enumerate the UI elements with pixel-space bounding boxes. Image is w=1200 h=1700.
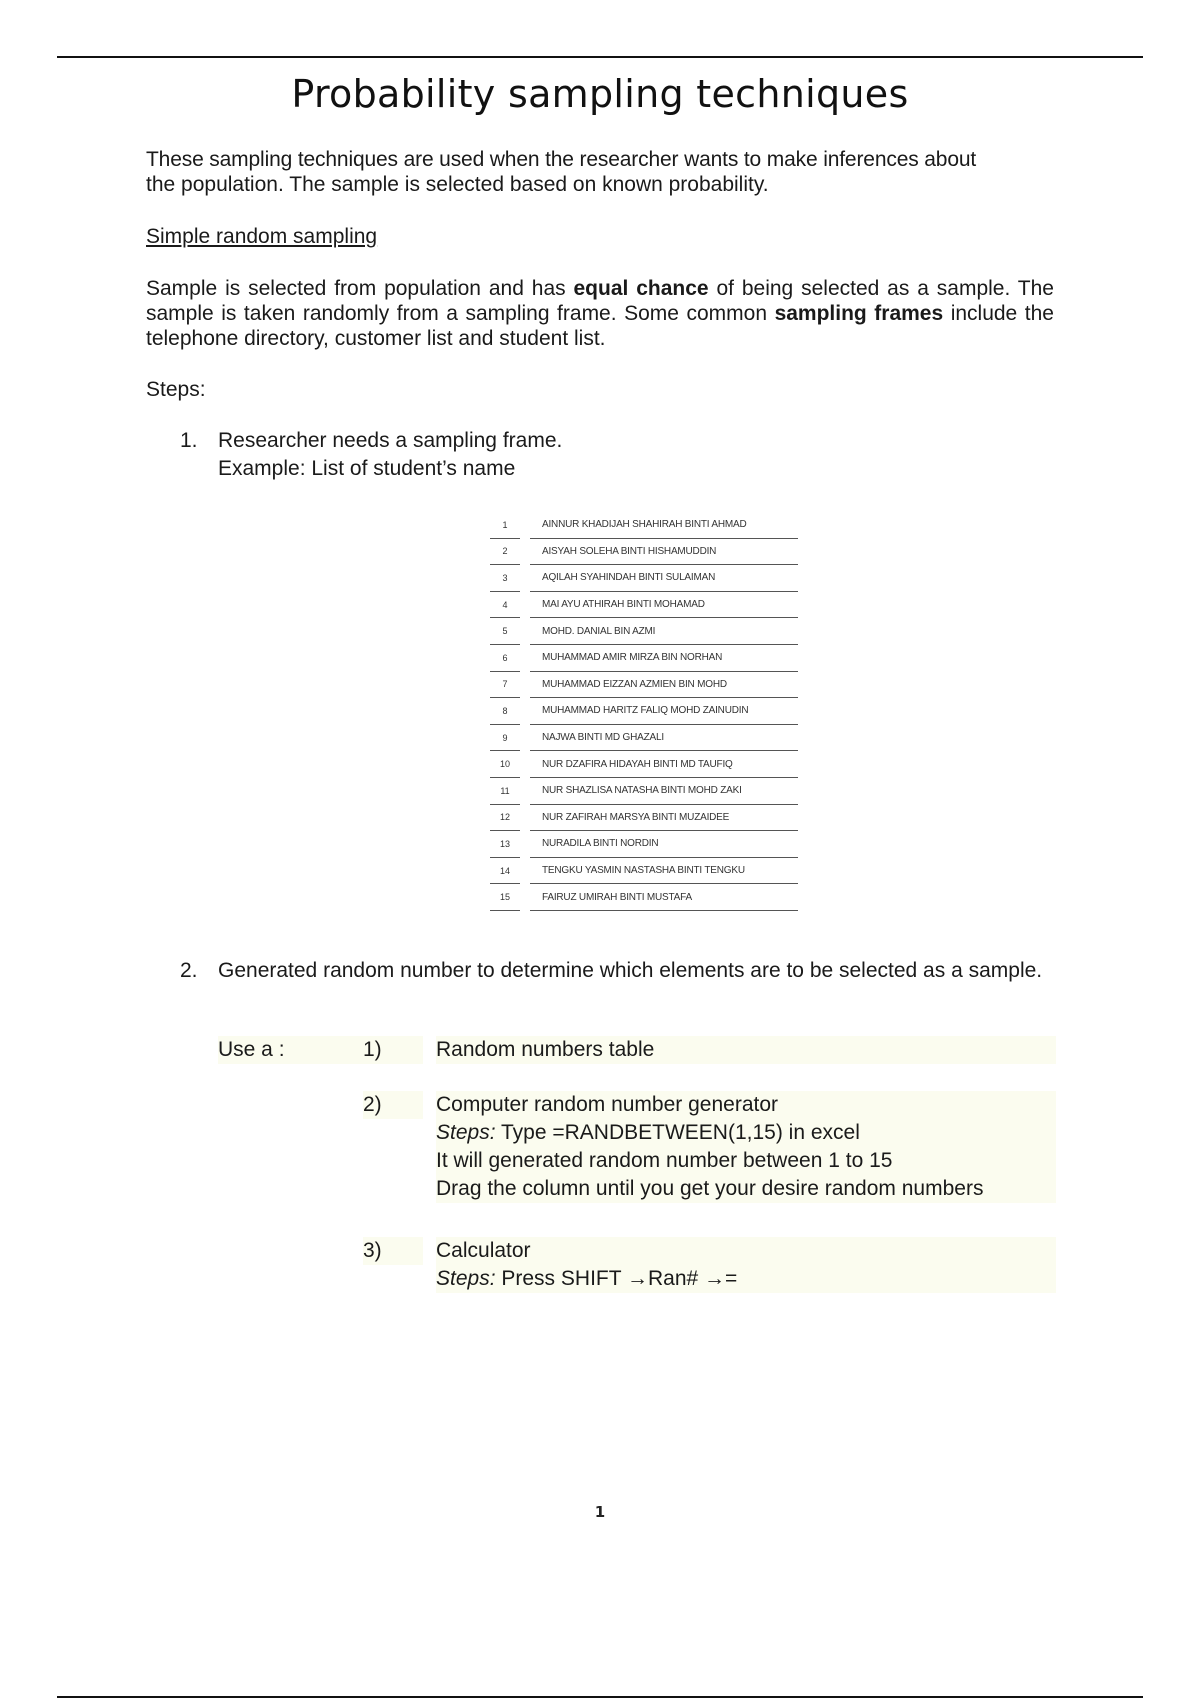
frame-row-gap: [520, 831, 530, 858]
intro-line-2: the population. The sample is selected based on known probability.: [146, 173, 769, 196]
frame-row-gap: [520, 804, 530, 831]
step-1-number: 1.: [180, 429, 198, 452]
frame-row-gap: [520, 698, 530, 725]
frame-row-name: AINNUR KHADIJAH SHAHIRAH BINTI AHMAD: [530, 512, 798, 538]
frame-row: [490, 777, 798, 804]
step-1-line-1: Researcher needs a sampling frame.: [218, 429, 563, 452]
frame-row-gap: [520, 618, 530, 645]
para-text-2: of being selected as a sample. The sample is taken randomly from a sampling frame. Some common: [146, 277, 1054, 325]
para-bold-sampling-frames: sampling frames: [774, 302, 944, 325]
option-2-steps-line: [436, 1119, 1056, 1147]
frame-row-name: NAJWA BINTI MD GHAZALI: [530, 724, 798, 751]
frame-row-name: MOHD. DANIAL BIN AZMI: [530, 618, 798, 645]
top-rule: [57, 56, 1143, 58]
option-2-line-4: Drag the column until you get your desire random numbers: [436, 1175, 1056, 1203]
frame-row-number: 14: [490, 857, 520, 884]
frame-row-gap: [520, 884, 530, 911]
frame-row-number: 6: [490, 644, 520, 671]
frame-row-number: 3: [490, 565, 520, 592]
frame-row-name: NUR ZAFIRAH MARSYA BINTI MUZAIDEE: [530, 804, 798, 831]
option-3-steps-label: Steps:: [436, 1267, 496, 1290]
frame-row-gap: [520, 751, 530, 778]
frame-row-name: NUR SHAZLISA NATASHA BINTI MOHD ZAKI: [530, 777, 798, 804]
frame-row: [490, 565, 798, 592]
frame-row-number: 8: [490, 698, 520, 725]
frame-row-number: 4: [490, 591, 520, 618]
frame-row-number: 9: [490, 724, 520, 751]
frame-row-number: 11: [490, 777, 520, 804]
frame-row-number: 5: [490, 618, 520, 645]
frame-row: [490, 538, 798, 565]
frame-row: [490, 857, 798, 884]
step-2: [180, 957, 1054, 1017]
frame-row-number: 1: [490, 512, 520, 538]
frame-row: [490, 724, 798, 751]
frame-row-gap: [520, 671, 530, 698]
frame-row: [490, 671, 798, 698]
option-3-steps-text: Press SHIFT →Ran# →=: [495, 1267, 738, 1290]
frame-row-name: MUHAMMAD EIZZAN AZMIEN BIN MOHD: [530, 671, 798, 698]
sampling-frame-table: [490, 512, 798, 911]
intro-line-1: These sampling techniques are used when the researcher wants to make inferences about: [146, 148, 977, 171]
frame-row-name: MUHAMMAD AMIR MIRZA BIN NORHAN: [530, 644, 798, 671]
frame-row-name: NUR DZAFIRA HIDAYAH BINTI MD TAUFIQ: [530, 751, 798, 778]
frame-row-gap: [520, 538, 530, 565]
frame-row-gap: [520, 857, 530, 884]
frame-row-number: 2: [490, 538, 520, 565]
frame-row-gap: [520, 644, 530, 671]
use-a-label: Use a :: [218, 1036, 368, 1064]
frame-row: [490, 644, 798, 671]
option-3-steps-line: [436, 1265, 1056, 1293]
frame-row: [490, 884, 798, 911]
frame-row-number: 10: [490, 751, 520, 778]
frame-row-number: 12: [490, 804, 520, 831]
para-text-3: include the telephone directory, customer list and student list.: [146, 302, 1054, 350]
para-bold-equal-chance: equal chance: [573, 277, 709, 300]
simple-random-paragraph: [146, 276, 1054, 351]
step-1: [180, 427, 880, 487]
step-1-line-2: Example: List of student’s name: [218, 457, 516, 480]
page-number: 1: [594, 1503, 606, 1521]
frame-row: [490, 804, 798, 831]
frame-row-name: TENGKU YASMIN NASTASHA BINTI TENGKU: [530, 857, 798, 884]
frame-row-name: FAIRUZ UMIRAH BINTI MUSTAFA: [530, 884, 798, 911]
frame-row: [490, 591, 798, 618]
option-2-steps-label: Steps:: [436, 1121, 496, 1144]
page-title: Probability sampling techniques: [291, 72, 909, 116]
bottom-rule: [57, 1696, 1143, 1698]
frame-row: [490, 512, 798, 538]
option-2-steps-text: Type =RANDBETWEEN(1,15) in excel: [495, 1121, 860, 1144]
option-2-number: 2): [363, 1091, 423, 1119]
option-3-number: 3): [363, 1237, 423, 1265]
option-1-number: 1): [363, 1036, 423, 1064]
para-text-1: Sample is selected from population and has: [146, 277, 574, 300]
frame-row-name: AISYAH SOLEHA BINTI HISHAMUDDIN: [530, 538, 798, 565]
step-2-text: Generated random number to determine which elements are to be selected as a sample.: [218, 959, 1043, 982]
section-heading: Simple random sampling: [146, 225, 378, 248]
frame-row-number: 15: [490, 884, 520, 911]
frame-row-gap: [520, 724, 530, 751]
frame-row-name: MAI AYU ATHIRAH BINTI MOHAMAD: [530, 591, 798, 618]
frame-row-number: 7: [490, 671, 520, 698]
frame-row: [490, 698, 798, 725]
option-2-line-3: It will generated random number between 1 to 15: [436, 1147, 1056, 1175]
frame-row: [490, 618, 798, 645]
frame-row-gap: [520, 591, 530, 618]
intro-paragraph: [146, 147, 1054, 197]
option-1-title: Random numbers table: [436, 1036, 1056, 1064]
frame-row-number: 13: [490, 831, 520, 858]
option-3-title: Calculator: [436, 1237, 1056, 1265]
steps-label: Steps:: [146, 378, 206, 401]
option-2-title: Computer random number generator: [436, 1091, 1056, 1119]
frame-row-gap: [520, 512, 530, 538]
frame-row-gap: [520, 565, 530, 592]
frame-row-name: NURADILA BINTI NORDIN: [530, 831, 798, 858]
frame-row-name: AQILAH SYAHINDAH BINTI SULAIMAN: [530, 565, 798, 592]
frame-row: [490, 831, 798, 858]
frame-row: [490, 751, 798, 778]
step-2-number: 2.: [180, 959, 198, 982]
frame-row-gap: [520, 777, 530, 804]
frame-row-name: MUHAMMAD HARITZ FALIQ MOHD ZAINUDIN: [530, 698, 798, 725]
